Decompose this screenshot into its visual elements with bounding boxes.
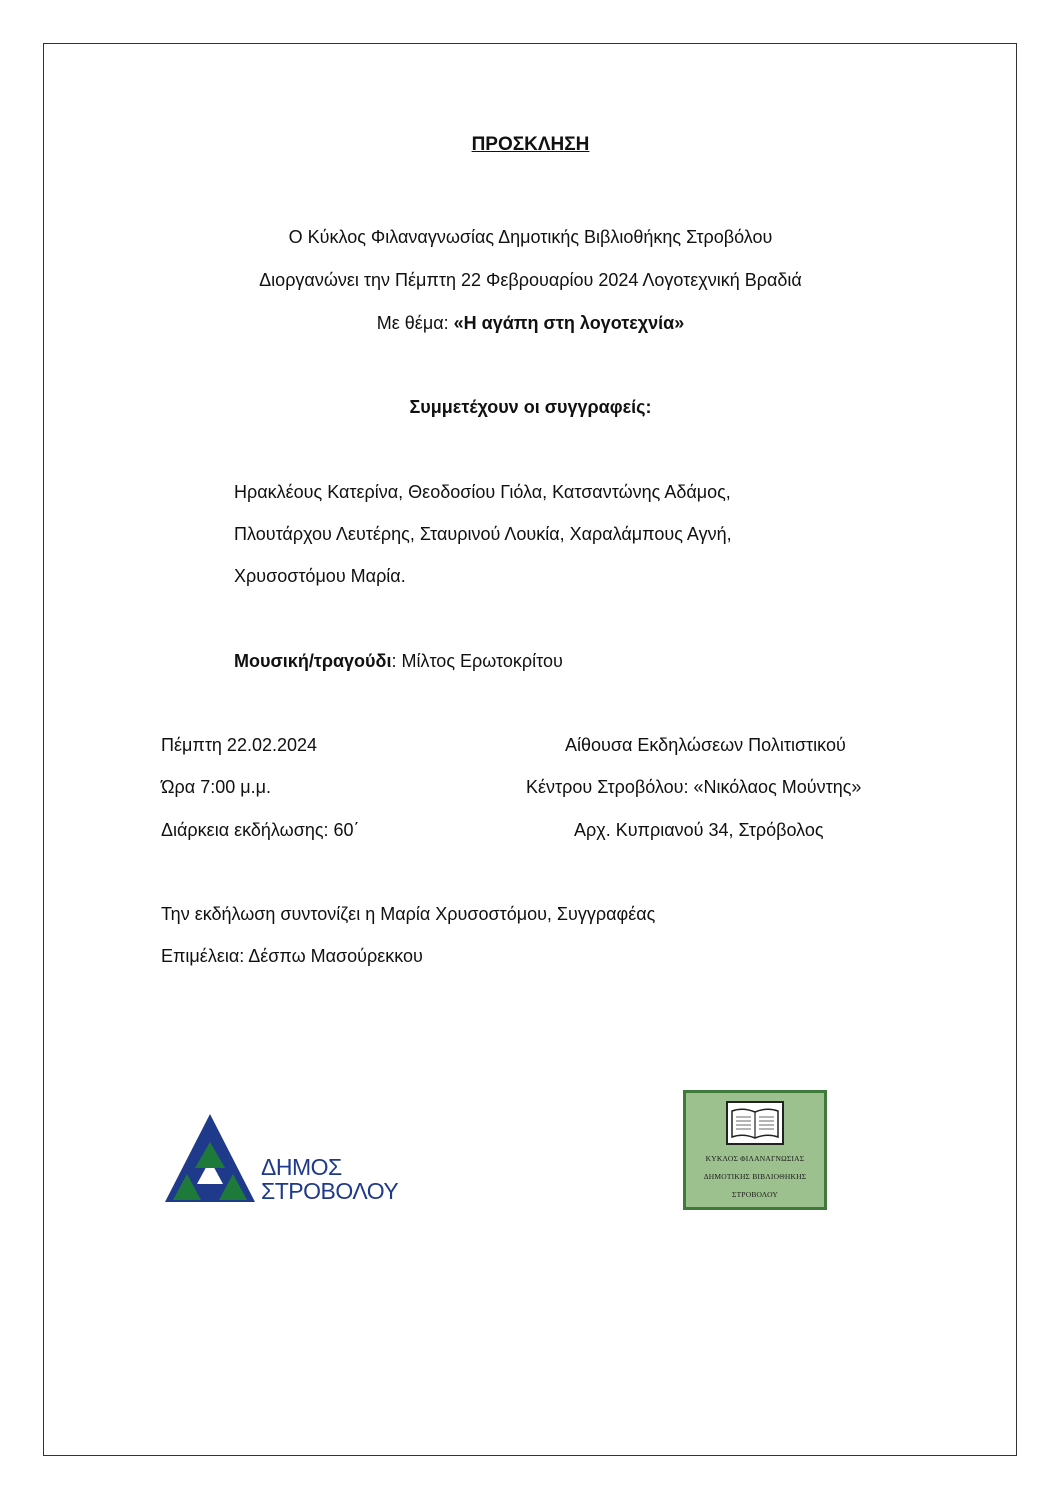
venue-line-2: Κέντρου Στροβόλου: «Νικόλαος Μούντης» bbox=[526, 777, 862, 797]
page-title: ΠΡΟΣΚΛΗΣΗ bbox=[471, 134, 590, 155]
club-name-line-3: ΣΤΡΟΒΟΛΟΥ bbox=[732, 1190, 778, 1199]
club-name-line-1: ΚΥΚΛΟΣ ΦΙΛΑΝΑΓΝΩΣΙΑΣ bbox=[705, 1154, 805, 1163]
authors-heading: Συμμετέχουν οι συγγραφείς: bbox=[409, 397, 652, 417]
authors-line-1: Ηρακλέους Κατερίνα, Θεοδοσίου Γιόλα, Κατσαντώνης Αδάμος, bbox=[234, 482, 731, 502]
music-label: Μουσική/τραγούδι bbox=[234, 651, 392, 671]
theme-label: Με θέμα: bbox=[376, 313, 454, 333]
theme-line bbox=[0, 312, 1061, 334]
municipality-name-line-1: ΔΗΜΟΣ bbox=[261, 1154, 342, 1180]
club-name-line-2: ΔΗΜΟΤΙΚΗΣ ΒΙΒΛΙΟΘΗΚΗΣ bbox=[703, 1172, 807, 1181]
theme-value: «Η αγάπη στη λογοτεχνία» bbox=[453, 313, 685, 333]
reading-club-logo bbox=[683, 1090, 827, 1210]
coordinator-line: Την εκδήλωση συντονίζει η Μαρία Χρυσοστόμου, Συγγραφέας bbox=[161, 904, 656, 924]
curation-line: Επιμέλεια: Δέσπω Μασούρεκκου bbox=[161, 946, 423, 966]
municipality-logo bbox=[163, 1112, 398, 1207]
event-duration: Διάρκεια εκδήλωσης: 60΄ bbox=[161, 820, 360, 840]
venue-line-1: Αίθουσα Εκδηλώσεων Πολιτιστικού bbox=[565, 735, 846, 755]
music-line bbox=[234, 650, 563, 672]
music-value: : Μίλτος Ερωτοκρίτου bbox=[391, 651, 563, 671]
intro-line-2: Διοργανώνει την Πέμπτη 22 Φεβρουαρίου 2024 Λογοτεχνική Βραδιά bbox=[259, 270, 802, 290]
venue-line-3: Αρχ. Κυπριανού 34, Στρόβολος bbox=[574, 820, 824, 840]
authors-line-3: Χρυσοστόμου Μαρία. bbox=[234, 566, 406, 586]
municipality-name-line-2: ΣΤΡΟΒΟΛΟΥ bbox=[261, 1178, 399, 1204]
event-time: Ώρα 7:00 μ.μ. bbox=[161, 777, 271, 797]
event-date: Πέμπτη 22.02.2024 bbox=[161, 735, 318, 755]
book-icon bbox=[726, 1101, 784, 1145]
authors-line-2: Πλουτάρχου Λευτέρης, Σταυρινού Λουκία, Χαραλάμπους Αγνή, bbox=[234, 524, 732, 544]
intro-line-1: Ο Κύκλος Φιλαναγνωσίας Δημοτικής Βιβλιοθήκης Στροβόλου bbox=[288, 227, 773, 247]
